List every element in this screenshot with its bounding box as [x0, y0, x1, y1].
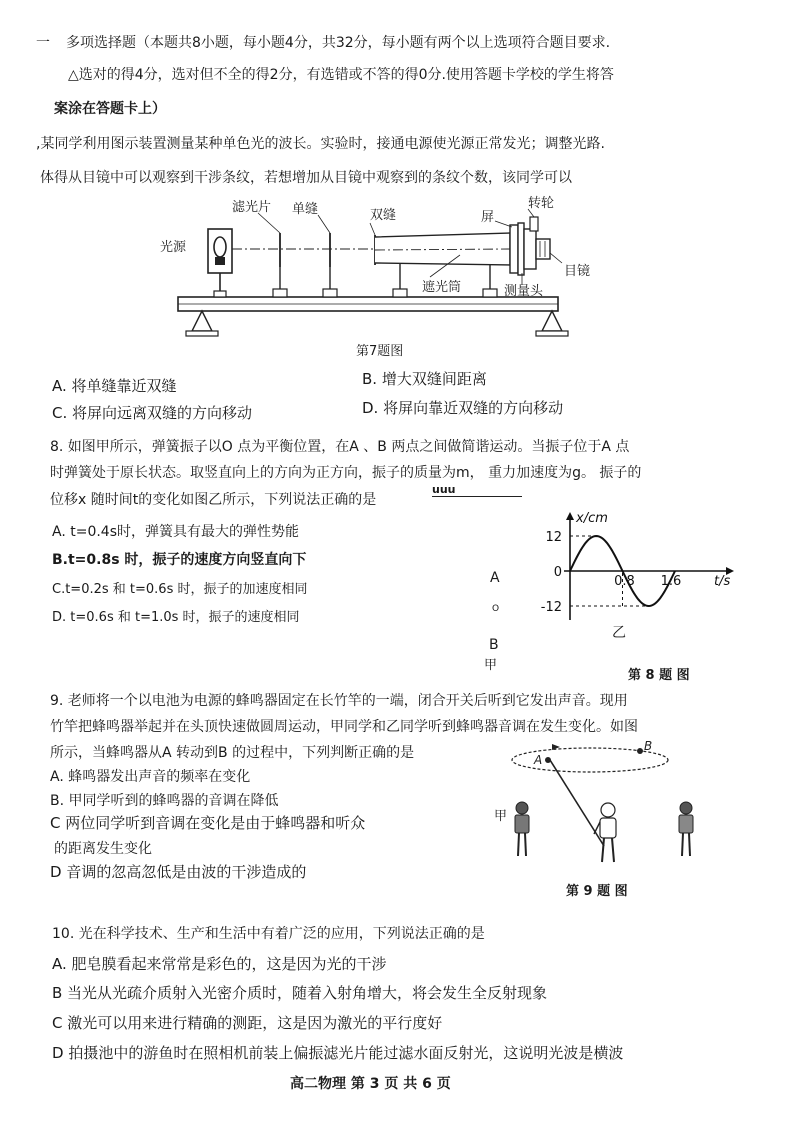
displacement-time-chart — [530, 508, 740, 628]
q7-option-a[interactable]: A. 将单缝靠近双缝 — [52, 377, 177, 395]
label-double-slit: 双缝 — [370, 208, 397, 223]
fig-jia-caption: 甲 — [484, 658, 498, 673]
q7-stem-line2: 体得从目镜中可以观察到干涉条纹，若想增加从目镜中观察到的条纹个数，该同学可以 — [40, 170, 572, 186]
point-b — [637, 748, 643, 754]
left-support — [192, 311, 212, 331]
section-instruction-line2: △选对的得4分，选对但不全的得2分，有选错或不答的得0分.使用答题卡学校的学生将答 — [68, 67, 614, 83]
q9-stem-line3: 所示，当蜂鸣器从A 转动到B 的过程中，下列判断正确的是 — [50, 745, 415, 761]
fig-jia-label-a: A — [490, 570, 500, 586]
q8-option-c[interactable]: C.t=0.2s 和 t=0.6s 时，振子的加速度相同 — [52, 582, 308, 597]
eyepiece — [536, 239, 550, 259]
screen — [510, 225, 518, 273]
q10-option-a[interactable]: A. 肥皂膜看起来常常是彩色的，这是因为光的干涉 — [52, 955, 387, 973]
right-support — [542, 311, 562, 331]
label-measuring-head: 测量头 — [504, 284, 544, 299]
q8-option-a[interactable]: A. t=0.4s时，弹簧具有最大的弹性势能 — [52, 524, 300, 540]
label-b: B — [644, 739, 653, 753]
section-instruction-line1: 多项选择题（本题共8小题，每小题4分，共32分，每小题有两个以上选项符合题目要求. — [66, 35, 611, 51]
section-instruction-line3: 案涂在答题卡上） — [54, 101, 166, 117]
double-slit-apparatus-figure — [160, 195, 600, 345]
page-footer: 高二物理 第 3 页 共 6 页 — [290, 1076, 451, 1092]
q9-figure-caption: 第 9 题 图 — [566, 884, 628, 899]
q8-answer-blank — [432, 496, 522, 497]
buzzer-circle-figure — [490, 738, 720, 878]
x-tick-label-1.6: 1.6 — [660, 574, 682, 589]
q10-option-b[interactable]: B 当光从光疏介质射入光密介质时，随着入射角增大，将会发生全反射现象 — [52, 984, 548, 1002]
label-a: A — [534, 753, 543, 767]
q7-option-b[interactable]: B. 增大双缝间距离 — [362, 370, 487, 388]
y-tick-label-neg12: -12 — [540, 600, 562, 615]
q9-option-c-continued: 的距离发生变化 — [54, 841, 152, 857]
label-screen: 屏 — [481, 210, 495, 225]
wheel — [530, 217, 538, 231]
q9-stem-line1: 9. 老师将一个以电池为电源的蜂鸣器固定在长竹竿的一端，闭合开关后听到它发出声音。现用 — [50, 693, 628, 709]
label-shade-tube: 遮光筒 — [422, 280, 462, 295]
fig-jia-label-b: B — [489, 637, 499, 653]
label-jia: 甲 — [494, 809, 508, 824]
y-tick-label-0: 0 — [553, 565, 562, 580]
q8-figure-caption: 第 8 题 图 — [628, 668, 690, 683]
q7-figure-caption: 第7题图 — [356, 344, 404, 359]
q8-stem-line3: 位移x 随时间t的变化如图乙所示，下列说法正确的是 — [50, 492, 377, 508]
q9-option-c[interactable]: C 两位同学听到音调在变化是由于蜂鸣器和听众 — [50, 814, 366, 832]
teacher-figure — [594, 803, 616, 862]
q8-option-b[interactable]: B.t=0.8s 时，振子的速度方向竖直向下 — [52, 552, 307, 568]
q9-stem-line2: 竹竿把蜂鸣器举起并在头顶快速做圆周运动，甲同学和乙同学听到蜂鸣器音调在发生变化。如图 — [50, 719, 638, 735]
q10-option-c[interactable]: C 激光可以用来进行精确的测距，这是因为激光的平行度好 — [52, 1014, 443, 1032]
y-tick-label-12: 12 — [545, 530, 562, 545]
label-wheel: 转轮 — [528, 196, 555, 211]
q8-answer-mark: uuu — [432, 483, 456, 496]
label-eyepiece: 目镜 — [564, 264, 591, 279]
section-dash: 一 — [36, 35, 50, 51]
q7-stem-line1: ,某同学利用图示装置测量某种单色光的波长。实验时，接通电源使光源正常发光；调整光路. — [36, 136, 605, 152]
label-single-slit: 单缝 — [292, 202, 319, 217]
q10-stem: 10. 光在科学技术、生产和生活中有着广泛的应用，下列说法正确的是 — [52, 926, 485, 942]
q10-option-d[interactable]: D 拍摄池中的游鱼时在照相机前装上偏振滤光片能过滤水面反射光，这说明光波是横波 — [52, 1044, 624, 1062]
x-tick-label-0.8: 0.8 — [614, 574, 635, 589]
y-axis-label: x/cm — [576, 511, 608, 526]
q8-stem-line1: 8. 如图甲所示，弹簧振子以O 点为平衡位置，在A 、B 两点之间做简谐运动。当振子位于A 点 — [50, 439, 630, 455]
q7-option-c[interactable]: C. 将屏向远离双缝的方向移动 — [52, 404, 253, 422]
student-jia-figure — [515, 802, 529, 856]
measuring-head — [518, 223, 524, 275]
student-yi-figure — [679, 802, 693, 856]
q7-option-d[interactable]: D. 将屏向靠近双缝的方向移动 — [362, 399, 564, 417]
q8-option-d[interactable]: D. t=0.6s 和 t=1.0s 时，振子的速度相同 — [52, 610, 300, 625]
label-light-source: 光源 — [160, 240, 187, 255]
y-axis-arrow — [566, 512, 574, 520]
q9-option-b[interactable]: B. 甲同学听到的蜂鸣器的音调在降低 — [50, 793, 279, 809]
q8-stem-line2: 时弹簧处于原长状态。取竖直向上的方向为正方向，振子的质量为m， 重力加速度为g。 振子的 — [50, 465, 642, 481]
q9-option-a[interactable]: A. 蜂鸣器发出声音的频率在变化 — [50, 769, 251, 785]
bamboo-pole — [550, 760, 604, 846]
fig-jia-label-o: O — [492, 604, 500, 614]
q9-option-d[interactable]: D 音调的忽高忽低是由波的干涉造成的 — [50, 863, 307, 881]
x-axis-label: t/s — [714, 574, 731, 589]
label-filter: 滤光片 — [232, 200, 272, 215]
fig-yi-caption: 乙 — [612, 625, 626, 641]
